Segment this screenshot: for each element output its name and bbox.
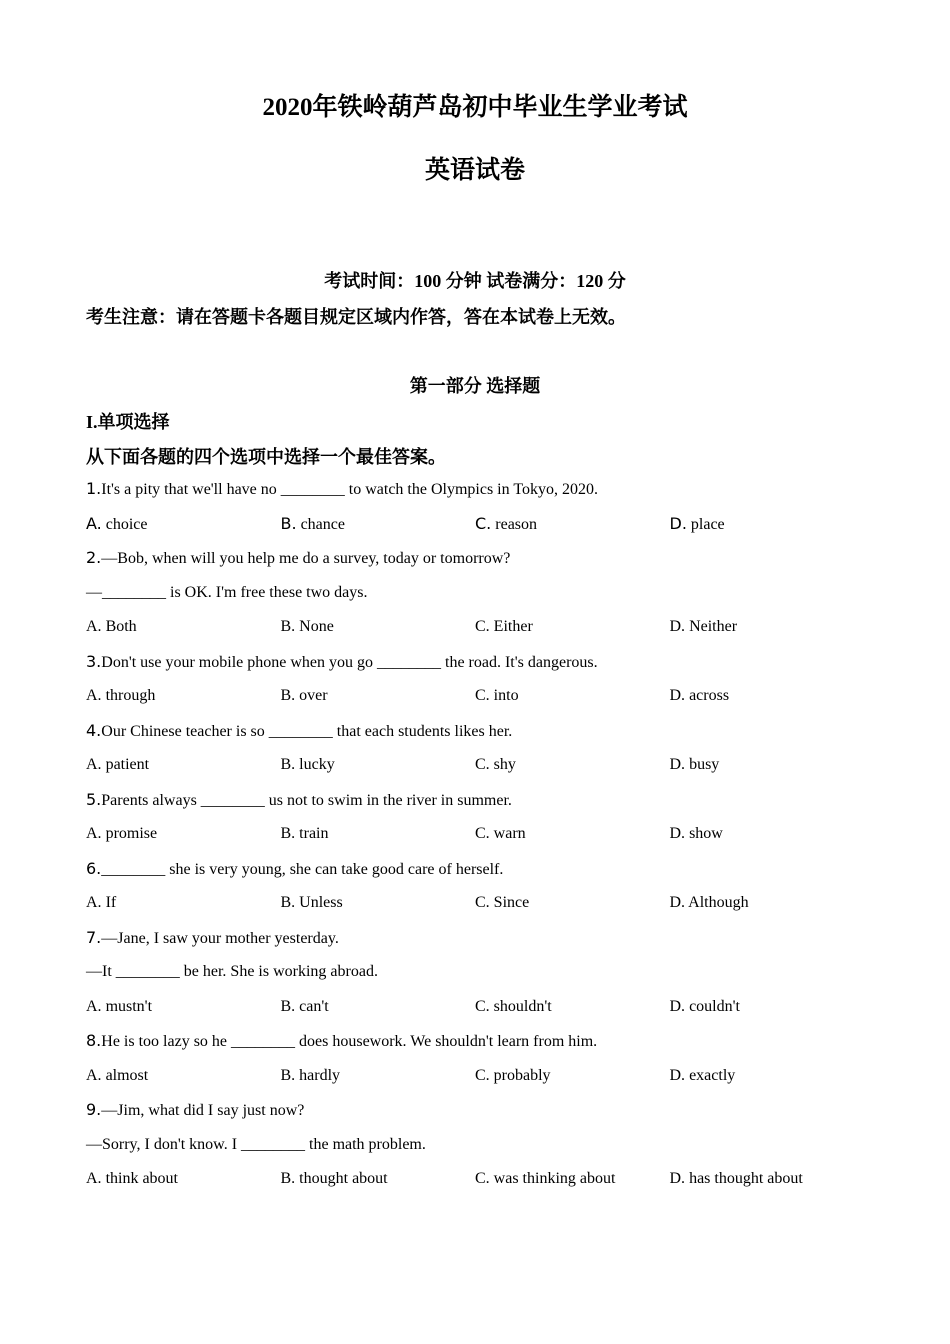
answer-options	[86, 886, 906, 921]
option-text: choice	[101, 515, 148, 533]
question-item	[86, 541, 906, 645]
question-number: 4.	[86, 720, 102, 740]
option-letter: D.	[669, 756, 686, 773]
option-text: can't	[295, 997, 329, 1015]
option-text: thought about	[295, 1170, 388, 1187]
answer-option	[281, 1059, 476, 1094]
answer-option	[670, 507, 865, 542]
question-number: 5.	[86, 789, 102, 809]
answer-options	[86, 748, 906, 783]
question-stem	[86, 783, 906, 818]
question-text: —Jane, I saw your mother yesterday.	[101, 929, 339, 947]
option-letter: D.	[669, 1170, 686, 1187]
exam-time-info: 考试时间：100 分钟 试卷满分：120 分	[324, 271, 626, 291]
question-number: 8.	[86, 1031, 102, 1050]
option-letter: A.	[86, 997, 102, 1015]
question-number: 1.	[86, 479, 102, 498]
option-text: train	[295, 825, 329, 842]
option-letter: B.	[280, 1066, 296, 1084]
question-item	[86, 921, 906, 1025]
option-text: into	[489, 687, 519, 704]
option-text: was thinking about	[489, 1170, 616, 1187]
option-text: exactly	[685, 1066, 736, 1084]
exam-title: 2020年铁岭葫芦岛初中毕业生学业考试	[262, 94, 688, 121]
question-item	[86, 472, 906, 541]
option-text: Unless	[295, 894, 343, 911]
section-instruction: 从下面各题的四个选项中选择一个最佳答案。	[86, 447, 446, 467]
option-letter: C.	[475, 687, 490, 704]
option-letter: C.	[475, 894, 490, 911]
answer-option	[86, 1162, 281, 1197]
question-item	[86, 852, 906, 921]
answer-option	[475, 990, 670, 1025]
answer-option	[86, 748, 281, 783]
option-text: over	[295, 687, 328, 704]
option-text: warn	[489, 825, 526, 842]
answer-option	[475, 817, 670, 852]
question-text: —It ________ be her. She is working abroad.	[86, 963, 378, 980]
option-text: patient	[101, 756, 150, 773]
question-number: 6.	[86, 858, 102, 878]
option-letter: A.	[86, 1170, 102, 1187]
option-letter: B.	[280, 825, 296, 842]
answer-option	[475, 1059, 670, 1094]
option-text: place	[686, 515, 725, 533]
option-text: hardly	[295, 1066, 341, 1084]
answer-option	[86, 679, 281, 714]
question-number: 2.	[86, 548, 102, 567]
option-letter: A.	[86, 756, 102, 773]
answer-option	[670, 817, 865, 852]
question-text: ________ she is very young, she can take good care of herself.	[101, 860, 504, 878]
answer-option	[670, 886, 865, 921]
option-text: chance	[296, 515, 345, 533]
option-text: Although	[685, 894, 749, 911]
option-letter: D.	[669, 997, 686, 1015]
question-text: —Sorry, I don't know. I ________ the math problem.	[86, 1135, 426, 1153]
answer-option	[281, 886, 476, 921]
option-text: through	[101, 687, 156, 704]
option-text: couldn't	[685, 997, 740, 1015]
option-letter: B.	[280, 618, 296, 635]
question-stem	[86, 714, 906, 749]
question-item	[86, 783, 906, 852]
answer-option	[670, 990, 865, 1025]
option-text: across	[685, 687, 730, 704]
question-text: —Bob, when will you help me do a survey, today or tomorrow?	[101, 550, 511, 567]
option-letter: D.	[669, 1066, 686, 1084]
answer-option	[670, 610, 865, 645]
question-number: 7.	[86, 927, 102, 947]
option-letter: D.	[669, 513, 687, 533]
answer-option	[475, 679, 670, 714]
option-text: promise	[101, 825, 158, 842]
answer-option	[281, 679, 476, 714]
option-text: Both	[101, 618, 137, 635]
answer-option	[86, 507, 281, 542]
answer-option	[86, 990, 281, 1025]
question-text: —________ is OK. I'm free these two days.	[86, 583, 368, 601]
answer-options	[86, 990, 906, 1025]
option-letter: D.	[669, 894, 686, 911]
question-number: 9.	[86, 1100, 102, 1119]
question-dialogue-line	[86, 576, 906, 611]
question-number: 3.	[86, 651, 102, 671]
option-text: lucky	[295, 756, 335, 773]
question-list	[86, 472, 906, 1197]
option-text: mustn't	[101, 997, 153, 1015]
option-text: think about	[101, 1170, 178, 1187]
option-letter: C.	[475, 825, 490, 842]
option-text: If	[101, 894, 117, 911]
answer-option	[670, 679, 865, 714]
option-letter: A.	[86, 513, 102, 533]
question-text: He is too lazy so he ________ does housework. We shouldn't learn from him.	[101, 1033, 598, 1050]
option-letter: D.	[669, 618, 686, 635]
question-text: Our Chinese teacher is so ________ that each students likes her.	[101, 722, 513, 740]
answer-option	[475, 507, 670, 542]
answer-option	[281, 990, 476, 1025]
option-letter: C.	[475, 756, 490, 773]
option-text: probably	[489, 1066, 551, 1084]
answer-option	[281, 748, 476, 783]
option-letter: B.	[280, 513, 297, 533]
option-letter: B.	[280, 687, 296, 704]
answer-options	[86, 1162, 906, 1197]
answer-option	[86, 817, 281, 852]
option-letter: D.	[669, 687, 686, 704]
answer-options	[86, 1059, 906, 1094]
answer-options	[86, 610, 906, 645]
option-letter: A.	[86, 618, 102, 635]
option-letter: B.	[280, 894, 296, 911]
option-letter: B.	[280, 756, 296, 773]
question-stem	[86, 1093, 906, 1128]
option-text: has thought about	[685, 1170, 803, 1187]
answer-option	[475, 610, 670, 645]
option-letter: C.	[475, 513, 492, 533]
answer-options	[86, 679, 906, 714]
option-text: show	[685, 825, 723, 842]
option-text: shy	[489, 756, 516, 773]
option-letter: D.	[669, 825, 686, 842]
answer-options	[86, 507, 906, 542]
answer-option	[86, 1059, 281, 1094]
option-text: Neither	[685, 618, 738, 635]
option-letter: A.	[86, 1066, 102, 1084]
exam-subtitle: 英语试卷	[424, 157, 525, 184]
option-letter: B.	[280, 997, 296, 1015]
answer-option	[281, 610, 476, 645]
question-text: Parents always ________ us not to swim in the river in summer.	[101, 791, 512, 809]
question-item	[86, 1024, 906, 1093]
question-item	[86, 645, 906, 714]
option-text: Either	[489, 618, 533, 635]
question-text: It's a pity that we'll have no ________ to watch the Olympics in Tokyo, 2020.	[101, 481, 598, 498]
question-stem	[86, 1024, 906, 1059]
option-text: busy	[685, 756, 720, 773]
option-letter: A.	[86, 825, 102, 842]
option-letter: A.	[86, 894, 102, 911]
question-text: —Jim, what did I say just now?	[101, 1102, 305, 1119]
question-item	[86, 1093, 906, 1197]
option-letter: C.	[475, 1066, 490, 1084]
option-letter: C.	[475, 1170, 490, 1187]
question-dialogue-line	[86, 955, 906, 990]
part-title: 第一部分 选择题	[409, 376, 541, 396]
option-text: None	[295, 618, 334, 635]
answer-option	[670, 1059, 865, 1094]
answer-option	[670, 1162, 865, 1197]
question-stem	[86, 645, 906, 680]
option-letter: C.	[475, 997, 490, 1015]
question-dialogue-line	[86, 1128, 906, 1163]
answer-option	[670, 748, 865, 783]
option-letter: C.	[475, 618, 490, 635]
answer-option	[475, 886, 670, 921]
question-stem	[86, 541, 906, 576]
option-text: reason	[491, 515, 538, 533]
option-letter: A.	[86, 687, 102, 704]
answer-option	[281, 817, 476, 852]
exam-notice: 考生注意：请在答题卡各题目规定区域内作答，答在本试卷上无效。	[86, 307, 626, 327]
answer-option	[475, 1162, 670, 1197]
question-stem	[86, 921, 906, 956]
answer-option	[475, 748, 670, 783]
option-text: Since	[489, 894, 530, 911]
question-text: Don't use your mobile phone when you go ________ the road. It's dangerous.	[101, 653, 598, 671]
option-text: almost	[101, 1066, 149, 1084]
question-item	[86, 714, 906, 783]
option-text: shouldn't	[489, 997, 552, 1015]
answer-option	[281, 1162, 476, 1197]
answer-option	[281, 507, 476, 542]
question-stem	[86, 472, 906, 507]
section-title: I.单项选择	[86, 412, 170, 432]
answer-option	[86, 610, 281, 645]
answer-option	[86, 886, 281, 921]
option-letter: B.	[280, 1170, 296, 1187]
answer-options	[86, 817, 906, 852]
question-stem	[86, 852, 906, 887]
